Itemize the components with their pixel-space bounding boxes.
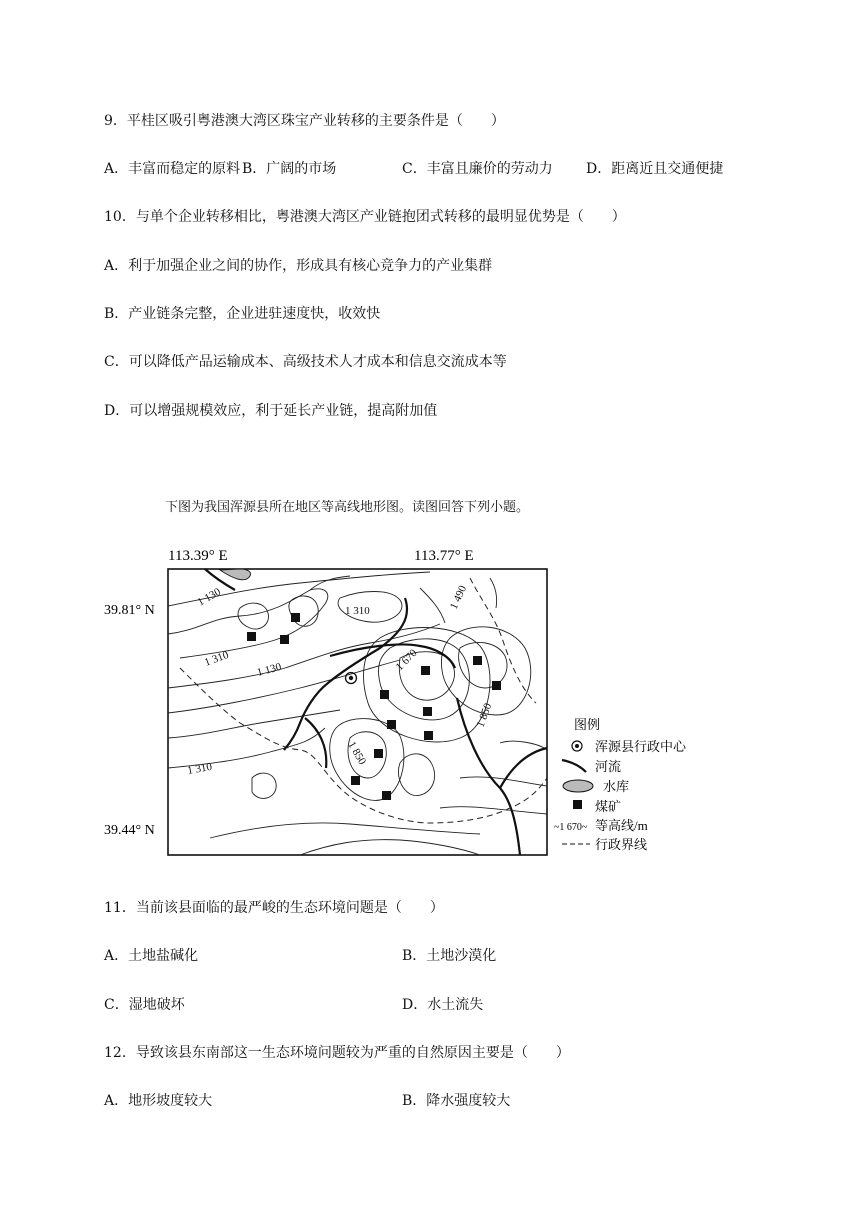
q9-option-c: C．丰富且廉价的劳动力 — [402, 161, 553, 177]
legend-river-icon — [562, 760, 586, 772]
coal-mine-markers — [247, 613, 501, 800]
map-intro: 下图为我国浑源县所在地区等高线地形图。读图回答下列小题。 — [165, 500, 530, 515]
contour-label: 1 310 — [345, 605, 370, 617]
q12-option-b: B．降水强度较大 — [402, 1093, 511, 1109]
contour-label: 1 850 — [474, 701, 495, 730]
q11-option-c: C．湿地破坏 — [104, 997, 185, 1013]
contour-label: 1 310 — [186, 760, 213, 777]
q11-option-d: D．水土流失 — [402, 997, 484, 1013]
legend-coal-label: 煤矿 — [595, 799, 622, 814]
q10-stem: 10．与单个企业转移相比，粤港澳大湾区产业链抱团式转移的最明显优势是（ ） — [104, 209, 626, 225]
q9-stem: 9．平桂区吸引粤港澳大湾区珠宝产业转移的主要条件是（ ） — [104, 113, 505, 129]
latitude-bottom-label: 39.44° N — [104, 823, 155, 838]
longitude-left-label: 113.39° E — [168, 548, 228, 564]
contour-label: 1 130 — [255, 660, 283, 679]
q10-option-a: A．利于加强企业之间的协作，形成具有核心竞争力的产业集群 — [104, 258, 493, 274]
legend-center-label: 浑源县行政中心 — [595, 739, 687, 754]
q11-option-b: B．土地沙漠化 — [402, 948, 497, 964]
admin-boundary — [180, 668, 547, 823]
legend-river-label: 河流 — [595, 759, 622, 774]
legend-contour-sample: ~1 670~ — [554, 822, 588, 833]
map-legend — [554, 717, 687, 852]
contour-map — [100, 538, 740, 868]
q9-option-d: D．距离近且交通便捷 — [586, 161, 724, 177]
legend-title: 图例 — [574, 717, 601, 732]
q12-stem: 12．导致该县东南部这一生态环境问题较为严重的自然原因主要是（ ） — [104, 1045, 570, 1061]
q11-option-a: A．土地盐碱化 — [104, 948, 199, 964]
legend-reservoir-icon — [563, 780, 593, 792]
q11-stem: 11．当前该县面临的最严峻的生态环境问题是（ ） — [104, 900, 444, 916]
river-lines — [202, 569, 547, 855]
q12-option-a: A．地形坡度较大 — [104, 1093, 213, 1109]
latitude-top-label: 39.81° N — [104, 603, 155, 618]
longitude-right-label: 113.77° E — [414, 548, 474, 564]
contour-label: 1 490 — [447, 583, 470, 612]
reservoir-shape — [220, 569, 251, 580]
legend-contour-label: 等高线/m — [595, 818, 648, 833]
legend-reservoir-label: 水库 — [603, 779, 630, 794]
contour-label: 1 850 — [345, 739, 369, 767]
q10-option-c: C．可以降低产品运输成本、高级技术人才成本和信息交流成本等 — [104, 354, 507, 370]
q9-option-b: B．广阔的市场 — [242, 161, 337, 177]
contour-label: 1 310 — [202, 649, 231, 669]
contour-label: 1 670 — [393, 647, 420, 674]
q9-option-a: A．丰富而稳定的原料 — [104, 161, 241, 177]
q10-option-b: B．产业链条完整，企业进驻速度快，收效快 — [104, 306, 381, 322]
contour-label: 1 130 — [195, 585, 223, 609]
legend-coal-icon — [573, 800, 582, 809]
legend-boundary-label: 行政界线 — [595, 837, 648, 852]
q10-option-d: D．可以增强规模效应，利于延长产业链，提高附加值 — [104, 403, 438, 419]
